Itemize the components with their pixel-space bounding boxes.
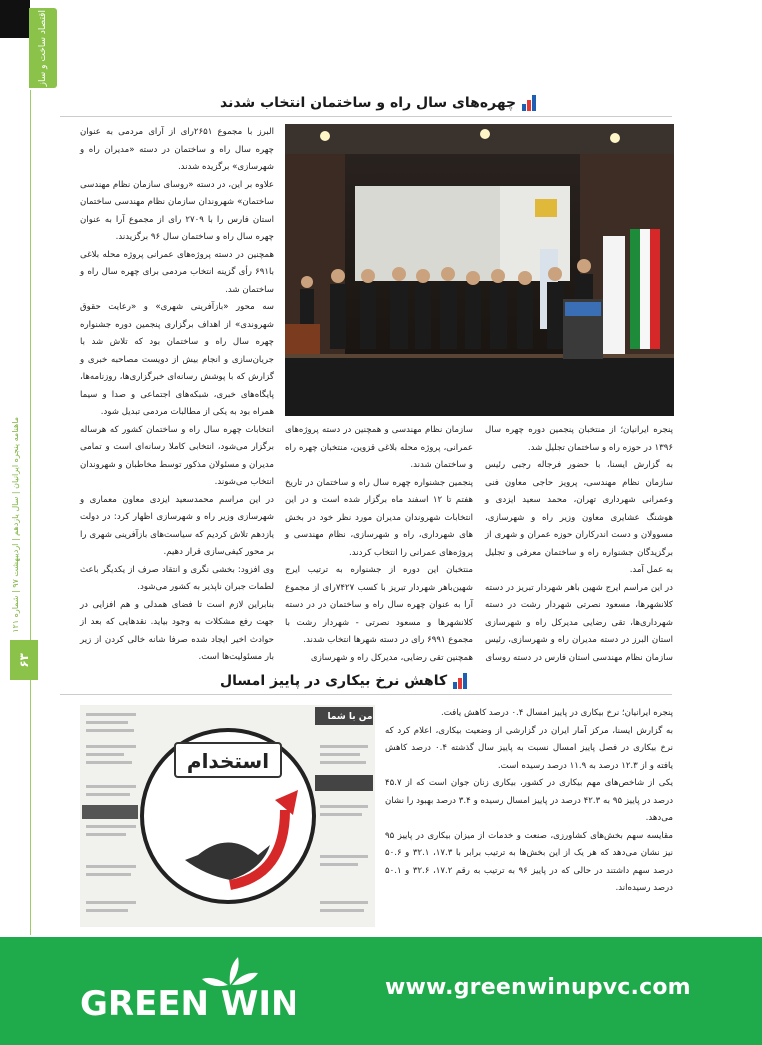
paragraph: البرز با مجموع ۲۶۵۱رای از آرای مردمی به عنوان چهره سال راه و ساختمان در دسته «مدیران راه و شهرسازی» برگزیده شدند. [80, 127, 274, 172]
paragraph: علاوه بر این، در دسته «روسای سازمان نظام مهندسی ساختمان» شهروندان سازمان نظام مهندسی ساختمان استان فارس را با ۲۷۰۹ رای از مجموع آرا به عنوان چهره سال راه و ساختمان سال ۹۶ برگزیدند. [80, 179, 274, 242]
article2-heading [220, 670, 670, 692]
article1-heading [220, 92, 670, 114]
paragraph: پنجره ایرانیان؛ از منتخبان پنجمین دوره چهره سال ۱۳۹۶ در حوزه راه و ساختمان تجلیل شد. [485, 425, 673, 453]
logo-text: GREEN WIN [80, 984, 295, 1024]
article2-title: کاهش نرخ بیکاری در پاییز امسال [220, 673, 448, 689]
paragraph: مقایسه سهم بخش‌های کشاورزی، صنعت و خدمات از میزان بیکاری در پاییز ۹۵ نیز نشان می‌دهد که هر یک از این بخش‌ها به ترتیب برابر با ۱۷.۳، ۳۲.۱ و ۵۰.۶ درصد سهم داشتند در حالی که در پاییز ۹۶ به ترتیب به رقم ۱۷.۲، ۳۲.۶ و ۵۰.۱ درصد رسیده‌اند. [385, 830, 673, 893]
bar-chart-icon [453, 673, 467, 689]
ceremony-photo [285, 124, 674, 416]
article1-column-left [80, 124, 274, 669]
paragraph: وی افزود: بخشی نگری و انتقاد صرف از یکدیگر باعث لطمات جبران ناپذیر به کشور می‌شود. [80, 564, 274, 592]
article1-title: چهره‌های سال راه و ساختمان انتخاب شدند [220, 95, 517, 111]
paragraph: انتخابات چهره سال راه و ساختمان کشور که هرساله برگزار می‌شود، انتخابی کاملا رسانه‌ای است و تمامی مدیران و مسئولان مذکور توسط مخاطبان و شهروندان انتخاب می‌شوند. [80, 424, 274, 487]
website-url: www.greenwinupvc.com [385, 975, 691, 1000]
sign-text: استخدام [186, 749, 270, 773]
greenwin-logo [80, 955, 295, 1025]
paragraph: منتخبان این دوره از جشنواره به ترتیب ایرج شهین‌باهر شهردار تبریز با کسب ۷۴۲۷رای از مجموع آرا به عنوان چهره سال راه و ساختمان در در دسته کلانشهرها و مسعود نصرتی - شهردار رشت با مجموع ۶۹۹۱ رای در دسته شهرها انتخاب شدند. [285, 565, 473, 645]
paragraph: سه محور «بازآفرینی شهری» و «رعایت حقوق شهروندی» از اهداف برگزاری پنجمین دوره جشنواره چهره سال راه و ساختمان بود که تلاش شد با جریان‌سازی و انجام بیش از دویست مصاحبه خبری و گزارش که با پوشش رسانه‌ای خبرگزاری‌ها، روزنامه‌ها، پایگاه‌های خبری، شبکه‌های اجتماعی و صدا و سیما همراه بود به یکی از مطالبات مردمی تبدیل شود. [80, 302, 274, 417]
paragraph: به گزارش ایسنا، مرکز آمار ایران در گزارشی از وضعیت بیکاری، اعلام کرد که نرخ بیکاری در فصل پاییز امسال نسبت به پاییز سال گذشته ۰.۴ درصد کاهش یافته و از ۱۲.۳ درصد به ۱۱.۹ درصد رسیده است. [385, 725, 673, 771]
page-number: ۶۳ [17, 652, 31, 668]
bar-chart-icon [522, 95, 536, 111]
employment-image [80, 705, 375, 927]
issue-info [2, 417, 28, 633]
paragraph: همچنین در دسته پروژه‌های عمرانی پروژه محله بلاغی با۶۹۱ رأی گزینه انتخاب مردمی برای چهره سال راه و ساختمان شد. [80, 249, 274, 295]
heading-rule [60, 116, 672, 117]
paragraph: یکی از شاخص‌های مهم بیکاری در کشور، بیکاری زنان جوان است که از ۴۵.۷ درصد در پاییز ۹۵ به ۴۲.۳ درصد در پاییز امسال رسیده و ۳.۴ درصد بهبود را نشان می‌دهد. [385, 778, 674, 823]
paragraph: به گزارش ایسنا، با حضور فرجاله رجبی رئیس سازمان نظام مهندسی، پرویز حاجی معاون فنی وعمرانی شهرداری تهران، محمد سعید ایزدی و هوشنگ عشایری معاون وزیر راه و شهرسازی، مسوولان و دست اندرکاران حوزه عمران و شهری از برگزیدگان جشنواره راه و ساختمان معرفی و تجلیل به عمل آمد. [485, 460, 673, 575]
sidebar-rule [30, 90, 31, 935]
newspaper-text: من با شما [327, 712, 373, 722]
page-number-badge [10, 640, 38, 680]
paragraph: در این مراسم محمدسعید ایزدی معاون معماری و شهرسازی وزیر راه و شهرسازی اظهار کرد: در دولت یازدهم تلاش کردیم که سیاست‌های بازآفرینی شهری را بر محور کیفی‌سازی قرار دهیم. [80, 494, 274, 557]
section-tab [29, 8, 57, 88]
paragraph: پنجمین جشنواره چهره سال راه و ساختمان در تاریخ هفتم تا ۱۲ اسفند ماه برگزار شده است و در این انتخابات شهروندان مدیران مورد نظر خود در بخش های شهرداری، راه و شهرسازی، نظام مهندسی و پروژه‌های عمرانی را انتخاب کردند. [285, 477, 473, 558]
article1-column-middle [285, 422, 473, 667]
sidebar-top-block [0, 0, 30, 38]
issue-info-text: ماهنامه پنجره ایرانیان | سال یازدهم | اردیبهشت ۹۷ | شماره ۱۲۱ [10, 417, 20, 633]
paragraph: همچنین تقی رضایی، مدیرکل راه و شهرسازی [310, 652, 473, 663]
paragraph: بنابراین لازم است تا فضای همدلی و هم افزایی در جهت رفع مشکلات به وجود بیاید. نقدهایی که بعد از حوادث اخیر ایجاد شده صرفا شانه خالی کردن از زیر بار مسئولیت‌ها است. [80, 599, 274, 662]
article2-body [385, 705, 673, 930]
heading-rule [60, 694, 672, 695]
paragraph: پنجره ایرانیان؛ نرخ بیکاری در پاییز امسال ۰.۴ درصد کاهش یافت. [440, 708, 673, 718]
section-tab-label: اقتصاد ساخت و ساز [38, 9, 48, 87]
paragraph: سازمان نظام مهندسی و همچنین در دسته پروژه‌های عمرانی، پروژه محله بلاغی قزوین، منتخبان چهره راه و ساختمان شدند. [285, 425, 473, 470]
article1-column-right [485, 422, 673, 667]
paragraph: در این مراسم ایرج شهین باهر شهردار تبریز در دسته کلانشهرها، مسعود نصرتی شهردار رشت در دسته شهرداری‌ها، تقی رضایی مدیرکل راه و شهرسازی استان البرز در دسته مدیران راه و شهرسازی، رئیس سازمان نظام مهندسی استان فارس در دسته روسای [485, 582, 673, 663]
